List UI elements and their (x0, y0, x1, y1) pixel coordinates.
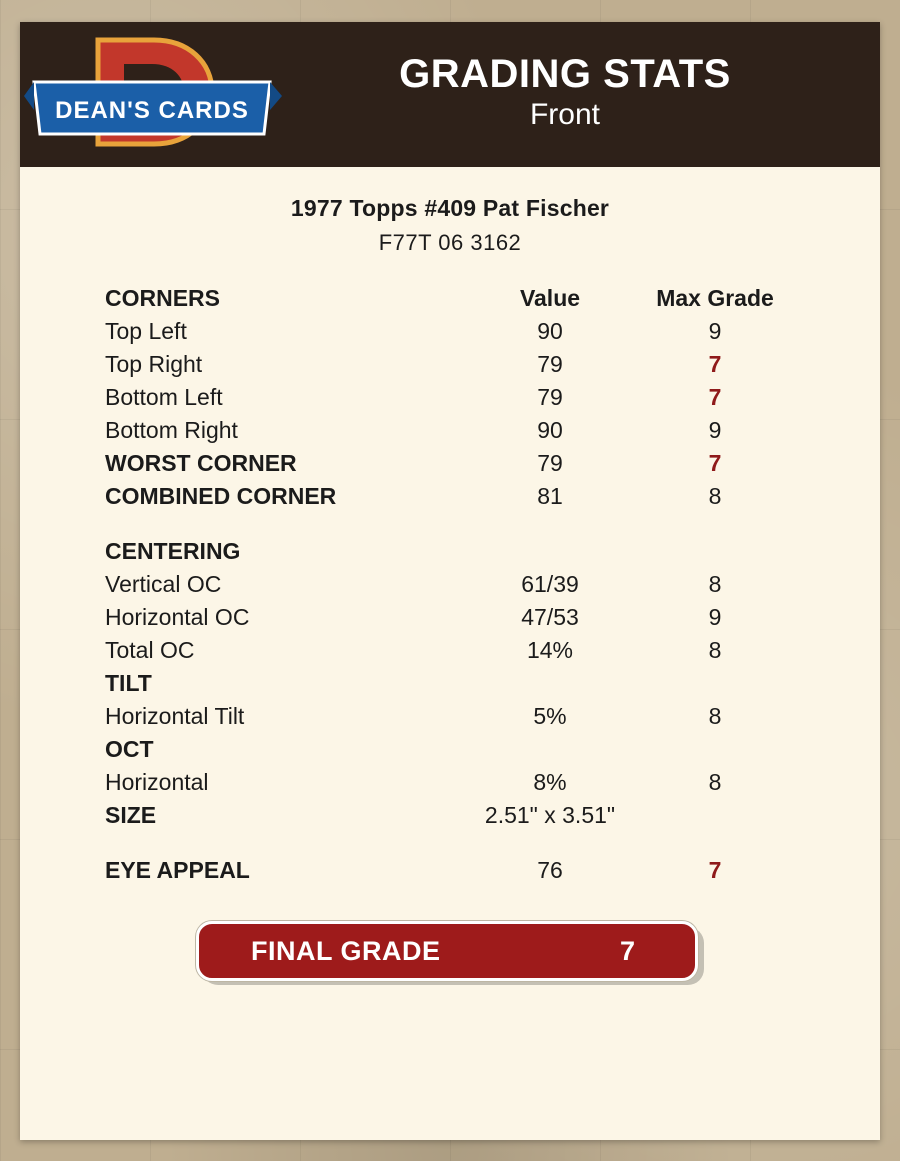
row-value: 2.51" x 3.51" (484, 802, 616, 828)
table-row (105, 766, 795, 799)
table-row (105, 667, 795, 700)
row-max-grade (635, 535, 795, 568)
row-value: 5% (533, 703, 567, 729)
table-row (105, 535, 795, 568)
row-label: Top Left (105, 318, 187, 344)
table-row (105, 799, 795, 832)
row-max-grade: 8 (708, 483, 722, 509)
table-row (105, 634, 795, 667)
table-row (105, 568, 795, 601)
row-value (465, 733, 635, 766)
row-label: Bottom Right (105, 417, 238, 443)
row-label: EYE APPEAL (105, 857, 250, 883)
row-value (465, 535, 635, 568)
card-serial: F77T 06 3162 (378, 230, 522, 255)
report-body (20, 167, 880, 981)
row-label: Total OC (105, 637, 195, 663)
row-value: 79 (537, 450, 563, 476)
table-row (105, 700, 795, 733)
row-value: 90 (537, 318, 563, 344)
table-spacer-row (105, 513, 795, 535)
table-row (105, 348, 795, 381)
row-label: WORST CORNER (105, 450, 297, 476)
deans-cards-logo (20, 22, 290, 167)
grading-stats-table (105, 282, 795, 887)
row-label: TILT (105, 670, 152, 696)
report-header (20, 22, 880, 167)
row-label: Horizontal OC (105, 604, 250, 630)
card-title: 1977 Topps #409 Pat Fischer (290, 195, 610, 221)
table-row (105, 381, 795, 414)
row-label: CENTERING (105, 538, 241, 564)
row-label: SIZE (105, 802, 157, 828)
header-titles (290, 53, 880, 136)
table-spacer-row (105, 832, 795, 854)
row-max-grade (635, 799, 795, 832)
final-grade-value: 7 (619, 935, 635, 966)
row-max-grade: 7 (708, 450, 722, 476)
svg-text:DEAN'S CARDS: DEAN'S CARDS (55, 97, 249, 124)
row-label: OCT (105, 736, 154, 762)
row-value: 90 (537, 417, 563, 443)
row-value: 76 (537, 857, 563, 883)
row-max-grade: 9 (708, 604, 722, 630)
grading-report-sheet (20, 22, 880, 1140)
row-max-grade: 7 (708, 384, 722, 410)
column-header-value: Value (519, 285, 581, 311)
row-value (465, 667, 635, 700)
row-value: 14% (526, 637, 574, 663)
row-max-grade: 7 (708, 857, 722, 883)
row-value: 79 (537, 384, 563, 410)
row-value: 79 (537, 351, 563, 377)
table-row (105, 480, 795, 513)
table-row (105, 414, 795, 447)
row-label: COMBINED CORNER (105, 483, 337, 509)
row-max-grade (635, 667, 795, 700)
row-value: 8% (533, 769, 567, 795)
row-value: 47/53 (521, 604, 579, 630)
table-row (105, 601, 795, 634)
table-row (105, 854, 795, 887)
row-max-grade (635, 733, 795, 766)
row-label: Top Right (105, 351, 203, 377)
table-row (105, 733, 795, 766)
final-grade-label: FINAL GRADE (251, 935, 441, 966)
row-max-grade: 7 (708, 351, 722, 377)
page-subtitle: Front (529, 98, 601, 132)
row-max-grade: 8 (708, 703, 722, 729)
page-title: GRADING STATS (399, 52, 731, 97)
row-label: Bottom Left (105, 384, 223, 410)
row-value: 81 (537, 483, 563, 509)
stats-table-body (105, 282, 795, 887)
table-row (105, 315, 795, 348)
column-header-section: CORNERS (105, 285, 221, 311)
row-max-grade: 8 (708, 637, 722, 663)
row-value: 61/39 (521, 571, 579, 597)
row-max-grade: 9 (708, 417, 722, 443)
row-label: Horizontal (105, 769, 209, 795)
row-label: Vertical OC (105, 571, 222, 597)
row-max-grade: 8 (708, 769, 722, 795)
table-row (105, 447, 795, 480)
row-label: Horizontal Tilt (105, 703, 245, 729)
column-header-max-grade: Max Grade (656, 285, 774, 311)
table-header-row (105, 282, 795, 315)
final-grade-container (196, 921, 704, 981)
row-max-grade: 9 (708, 318, 722, 344)
final-grade-badge (196, 921, 698, 981)
row-max-grade: 8 (708, 571, 722, 597)
